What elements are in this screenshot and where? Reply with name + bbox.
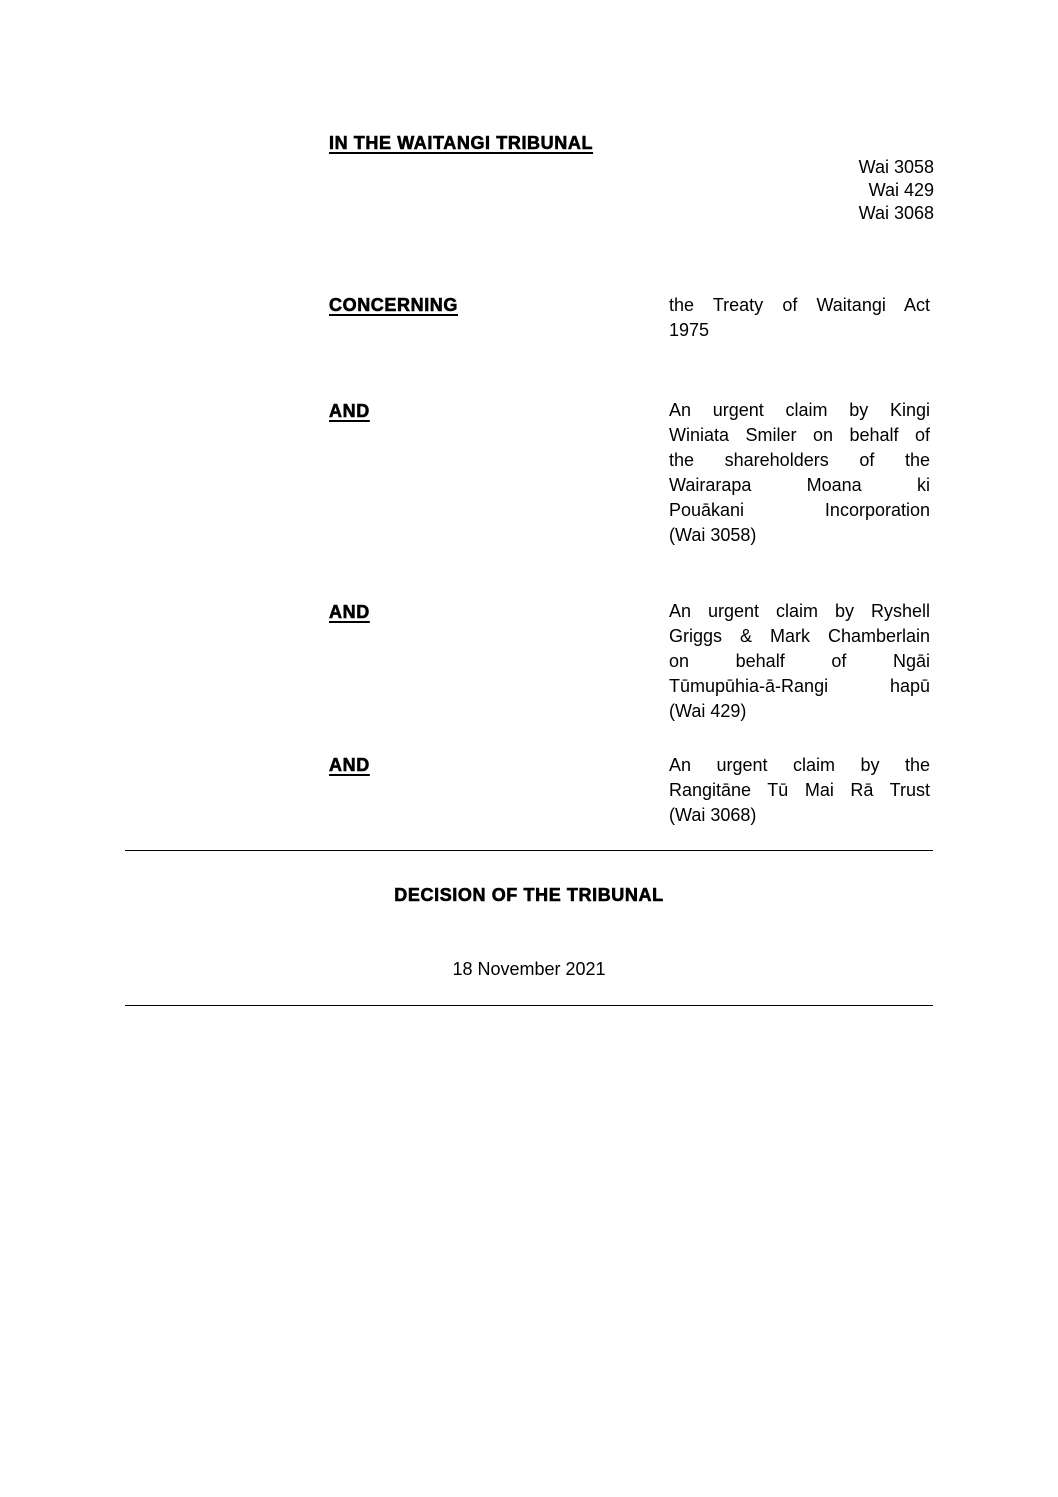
- section-label-and: AND: [329, 401, 370, 421]
- text-line: Winiata Smiler on behalf of: [669, 425, 930, 445]
- text-line: (Wai 429): [669, 701, 747, 721]
- decision-title: DECISION OF THE TRIBUNAL: [394, 885, 664, 905]
- divider-bottom: [125, 1005, 933, 1006]
- divider-top: [125, 850, 933, 851]
- section-label-and: AND: [329, 602, 370, 622]
- text-line: 1975: [669, 320, 710, 340]
- text-line: the Treaty of Waitangi Act: [669, 295, 930, 315]
- court-heading: IN THE WAITANGI TRIBUNAL: [329, 133, 594, 153]
- section-text-claim-wai-3058: [669, 398, 930, 548]
- reference-number: Wai 3058: [858, 157, 934, 177]
- reference-number: Wai 429: [868, 180, 934, 200]
- text-line: Tūmupūhia-ā-Rangi hapū: [669, 676, 930, 696]
- section-label-and: AND: [329, 755, 370, 775]
- text-line: (Wai 3068): [669, 805, 757, 825]
- text-line: Pouākani Incorporation: [669, 500, 930, 520]
- text-line: An urgent claim by the: [669, 755, 930, 775]
- text-line: An urgent claim by Kingi: [669, 400, 930, 420]
- section-text-claim-wai-3068: [669, 753, 930, 828]
- reference-number: Wai 3068: [858, 203, 934, 223]
- section-text-concerning: [669, 293, 930, 343]
- text-line: (Wai 3058): [669, 525, 757, 545]
- text-line: Wairarapa Moana ki: [669, 475, 930, 495]
- text-line: Rangitāne Tū Mai Rā Trust: [669, 780, 930, 800]
- text-line: An urgent claim by Ryshell: [669, 601, 930, 621]
- text-line: Griggs & Mark Chamberlain: [669, 626, 930, 646]
- section-text-claim-wai-429: [669, 599, 930, 724]
- reference-numbers: [760, 156, 934, 225]
- decision-date: 18 November 2021: [452, 959, 606, 979]
- text-line: on behalf of Ngāi: [669, 651, 930, 671]
- section-label-concerning: CONCERNING: [329, 295, 459, 315]
- text-line: the shareholders of the: [669, 450, 930, 470]
